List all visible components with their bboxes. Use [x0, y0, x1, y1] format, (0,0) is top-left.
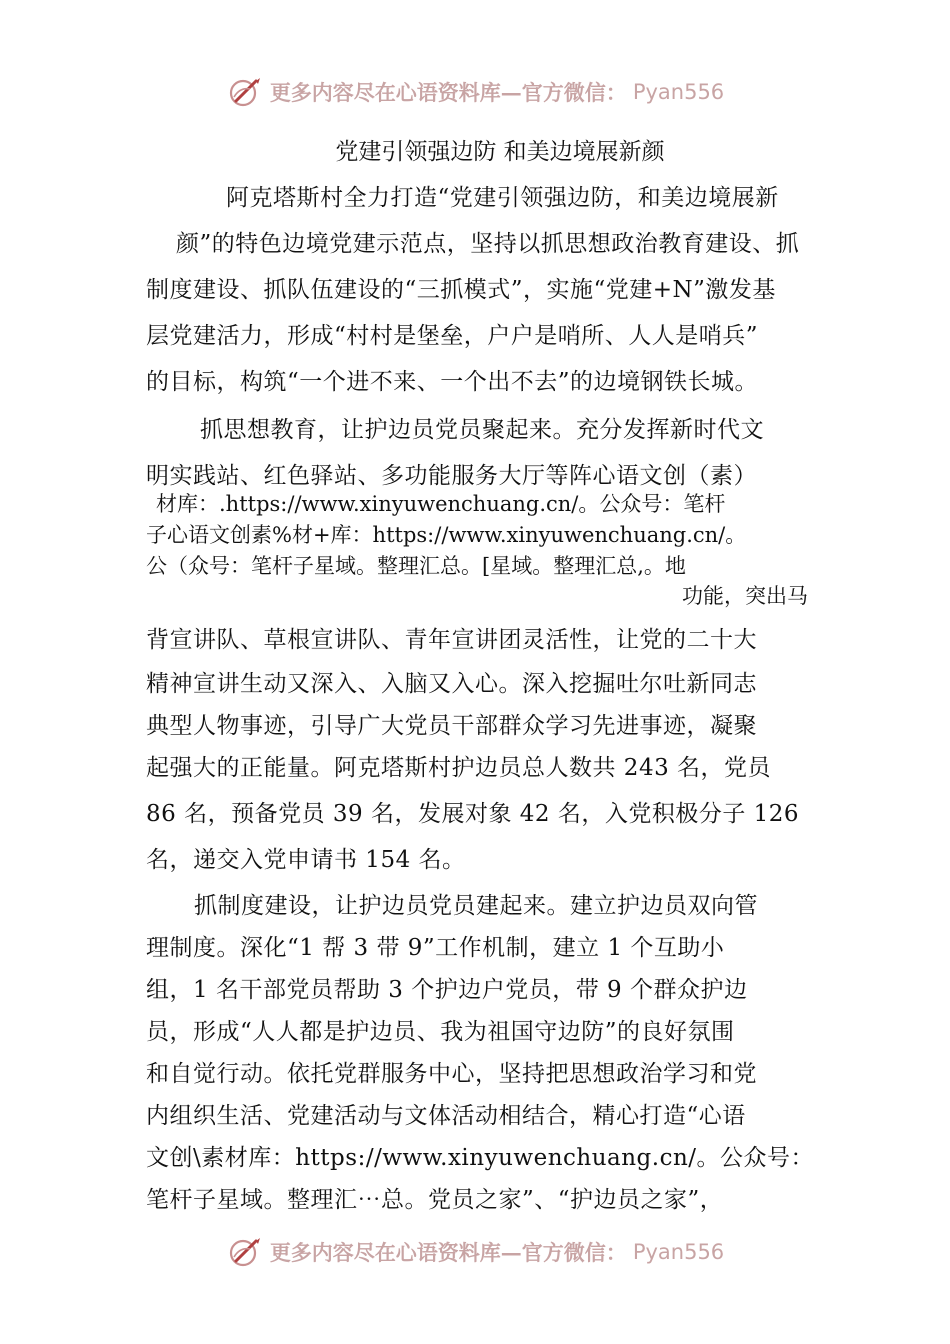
paragraph-line: 和自觉行动。依托党群服务中心，坚持把思想政治学习和党	[146, 1061, 757, 1087]
paragraph-line: 典型人物事迹，引导广大党员干部群众学习先进事迹，凝聚	[146, 713, 757, 739]
paragraph-line: 笔杆子星域。整理汇⋯总。党员之家”、“护边员之家”，	[146, 1187, 724, 1213]
paragraph-line: 86 名，预备党员 39 名，发展对象 42 名，入党积极分子 126	[146, 801, 800, 827]
paragraph-line: 阿克塔斯村全力打造“党建引领强边防，和美边境展新	[226, 185, 779, 211]
paragraph-line: 内组织生活、党建活动与文体活动相结合，精心打造“心语	[146, 1103, 746, 1129]
paragraph-line: 功能，突出马	[682, 584, 808, 608]
document-title: 党建引领强边防 和美边境展新颜	[335, 139, 665, 165]
pen-logo-icon	[226, 1235, 266, 1269]
banner-text: 更多内容尽在心语资料库—官方微信：	[269, 1240, 627, 1265]
paragraph-line: 层党建活力，形成“村村是堡垒，户户是哨所、人人是哨兵”	[146, 323, 759, 349]
paragraph-line: 公（众号：笔杆子星域。整理汇总。[星域。整理汇总,。地	[146, 554, 686, 578]
paragraph-line: 抓思想教育，让护边员党员聚起来。充分发挥新时代文	[200, 417, 764, 443]
pen-logo-icon	[226, 75, 266, 109]
header-banner	[0, 72, 950, 112]
paragraph-line: 颜”的特色边境党建示范点，坚持以抓思想政治教育建设、抓	[176, 231, 800, 257]
paragraph-line: 组，1 名干部党员帮助 3 个护边户党员，带 9 个群众护边	[146, 977, 748, 1003]
paragraph-line: 起强大的正能量。阿克塔斯村护边员总人数共 243 名，党员	[146, 755, 772, 781]
wechat-id: Pyan556	[632, 1240, 725, 1264]
paragraph-line: 精神宣讲生动又深入、入脑又入心。深入挖掘吐尔吐新同志	[146, 671, 757, 697]
paragraph-line: 理制度。深化“1 帮 3 带 9”工作机制，建立 1 个互助小	[146, 935, 725, 961]
banner-text: 更多内容尽在心语资料库—官方微信：	[269, 80, 627, 105]
paragraph-line: 抓制度建设，让护边员党员建起来。建立护边员双向管	[194, 893, 758, 919]
paragraph-line: 文创\素材库：https://www.xinyuwenchuang.cn/。公众号：	[146, 1145, 815, 1171]
paragraph-line: 名，递交入党申请书 154 名。	[146, 847, 466, 873]
paragraph-line: 材库：.https://www.xinyuwenchuang.cn/。公众号：笔杆	[156, 492, 726, 516]
paragraph-line: 背宣讲队、草根宣讲队、青年宣讲团灵活性，让党的二十大	[146, 627, 757, 653]
paragraph-line: 制度建设、抓队伍建设的“三抓模式”，实施“党建+N”激发基	[146, 277, 776, 303]
paragraph-line: 子心语文创素%材+库：https://www.xinyuwenchuang.cn/。	[146, 523, 747, 547]
footer-banner	[0, 1232, 950, 1272]
paragraph-line: 的目标，构筑“一个进不来、一个出不去”的边境钢铁长城。	[146, 369, 759, 395]
paragraph-line: 明实践站、红色驿站、多功能服务大厅等阵心语文创（素）	[146, 463, 757, 489]
wechat-id: Pyan556	[632, 80, 725, 104]
paragraph-line: 员，形成“人人都是护边员、我为祖国守边防”的良好氛围	[146, 1019, 735, 1045]
